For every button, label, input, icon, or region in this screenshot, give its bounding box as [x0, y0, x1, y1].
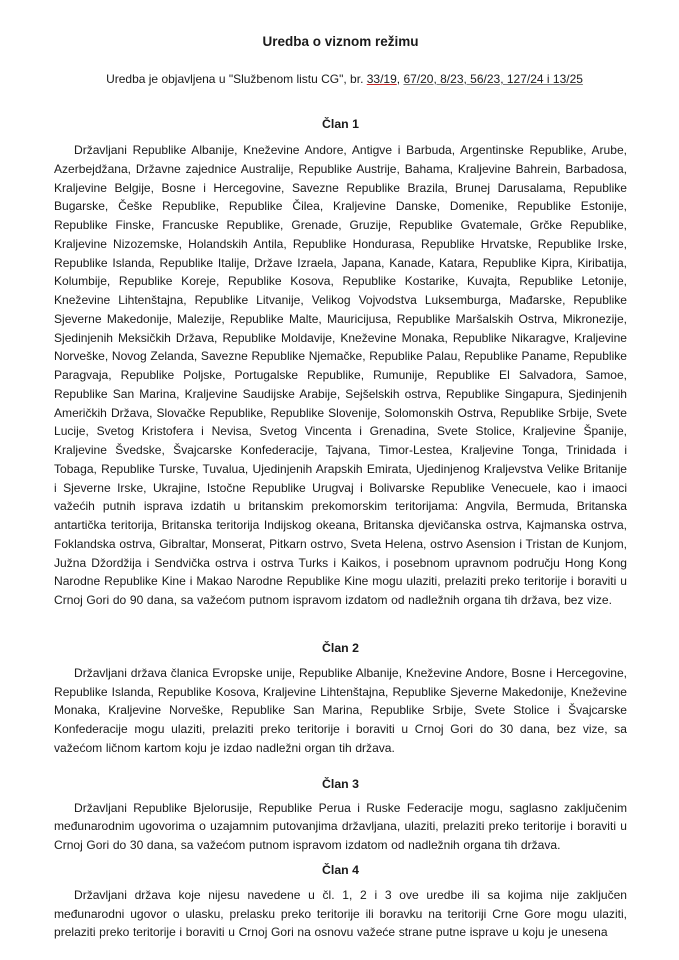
article-1-text: Državljani Republike Albanije, Kneževine Andore, Antigve i Barbuda, Argentinske Republike, Arube, Azerbejdžana, Državne zajednice Australije, Republike Austrije, Bahama, Kraljevine Bahrein, Barbadosa, Kraljevine Belgije, Bosne i Hercegovine, Savezne Republike Brazila, Brunej Darusalama, Republike Bugarske, Češke Republike, Republike Čilea, Kraljevine Danske, Domenike, Republike Estonije, Republike Finske, Francuske Republike, Grenade, Gruzije, Republike Gvatemale, Grčke Republike, Kraljevine Nizozemske, Holandskih Antila, Republike Hondurasa, Republike Hrvatske, Republike Irske, Republike Islanda, Republike Italije, Države Izraela, Japana, Kanade, Katara, Republike Kipra, Kiribatija, Kolumbije, Republike Koreje, Republike Kosova, Republike Kostarike, Kuvajta, Republike Letonije, Kneževine Lihtenštajna, Republike Litvanije, Velikog Vojvodstva Luksemburga, Mađarske, Republike Sjeverne Makedonije, Malezije, Republike Malte, Mauricijusa, Republike Maršalskih Ostrva, Mikronezije, Sjedinjenih Meksičkih Država, Republike Moldavije, Kneževine Monaka, Republike Nikaragve, Kraljevine Norveške, Novog Zelanda, Savezne Republike Njemačke, Republike Palau, Republike Paname, Republike Paragvaja, Republike Poljske, Portugalske Republike, Rumunije, Republike El Salvadora, Samoe, Republike San Marina, Kraljevine Saudijske Arabije, Sejšelskih ostrva, Republike Singapura, Sjedinjenih Američkih Država, Slovačke Republike, Republike Slovenije, Solomonskih Ostrva, Republike Srbije, Svete Lucije, Svetog Kristofera i Nevisa, Svetog Vincenta i Grenadina, Svete Stolice, Kraljevine Španije, Kraljevine Švedske, Švajcarske Konfederacije, Tajvana, Timor-Lestea, Kraljevine Tonga, Trinidada i Tobaga, Republike Turske, Tuvalua, Ujedinjenih Arapskih Emirata, Ujedinjenog Kraljevstva Velike Britanije i Sjeverne Irske, Ukrajine, Istočne Republike Urugvaj i Bolivarske Republike Venecuele, kao i imaoci važećih putnih isprava izdatih u britanskim prekomorskim teritorijama: Angvila, Bermuda, Britanska antartička teritorija, Britanska teritorija Indijskog okeana, Britanska djevičanska ostrva, Kajmanska ostrva, Foklandska ostrva, Gibraltar, Monserat, Pitkarn ostrvo, Sveta Helena, ostrvo Asension i Tristan de Kunjom, Južna Džordžija i Sendvička ostrva i ostrva Turks i Kaikos, i posebnom upravnom području Hong Kong Narodne Republike Kine i Makao Narodne Republike Kine mogu ulaziti, prelaziti preko teritorije i boraviti u Crnoj Gori do 90 dana, sa važećom putnom ispravom izdatom od nadležnih organa tih država, bez vize. [54, 143, 627, 607]
gazette-ref-link[interactable]: 33/19 [366, 72, 397, 86]
article-4-heading: Član 4 [322, 862, 359, 877]
publication-prefix: Uredba je objavljena u "Službenom listu CG", br. [106, 72, 367, 86]
article-2-heading: Član 2 [322, 640, 359, 655]
article-4-text: Državljani država koje nijesu navedene u čl. 1, 2 i 3 ove uredbe ili sa kojima nije zaključen međunarodni ugovor o ulasku, prelasku preko teritorije ili boravku na teritoriji Crne Gore mogu ulaziti, prelaziti preko teritorije i boraviti u Crnoj Gori na osnovu važeće strane putne isprave u koju je unesena [54, 887, 627, 940]
gazette-amendments-link[interactable]: 67/20, 8/23, 56/23, 127/24 i 13/25 [403, 72, 583, 86]
article-3-text: Državljani Republike Bjelorusije, Republike Perua i Ruske Federacije mogu, saglasno zaključenim međunarodnim ugovorima o uzajamnim putovanjima državljana, ulaziti, prelaziti preko teritorije i boraviti u Crnoj Gori do 30 dana, sa važećom putnom ispravom izdatom od nadležnih organa tih država. [54, 800, 627, 852]
document-title: Uredba o viznom režimu [262, 34, 419, 49]
publication-note [54, 71, 627, 87]
article-1-heading: Član 1 [322, 117, 359, 131]
article-3-heading: Član 3 [322, 776, 359, 791]
article-2-text: Državljani država članica Evropske unije, Republike Albanije, Kneževine Andore, Bosne i Hercegovine, Republike Islanda, Republike Kosova, Kraljevine Lihtenštajna, Republike Sjeverne Makedonije, Kneževine Monaka, Kraljevine Norveške, Republike San Marina, Republike Srbije, Svete Stolice i Švajcarske Konfederacije mogu ulaziti, prelaziti preko teritorije i boraviti u Crnoj Gori do 30 dana, bez vize, sa važećom ličnom kartom koju je izdao nadležni organ tih država. [54, 665, 627, 755]
publication-separator: , [396, 72, 404, 86]
